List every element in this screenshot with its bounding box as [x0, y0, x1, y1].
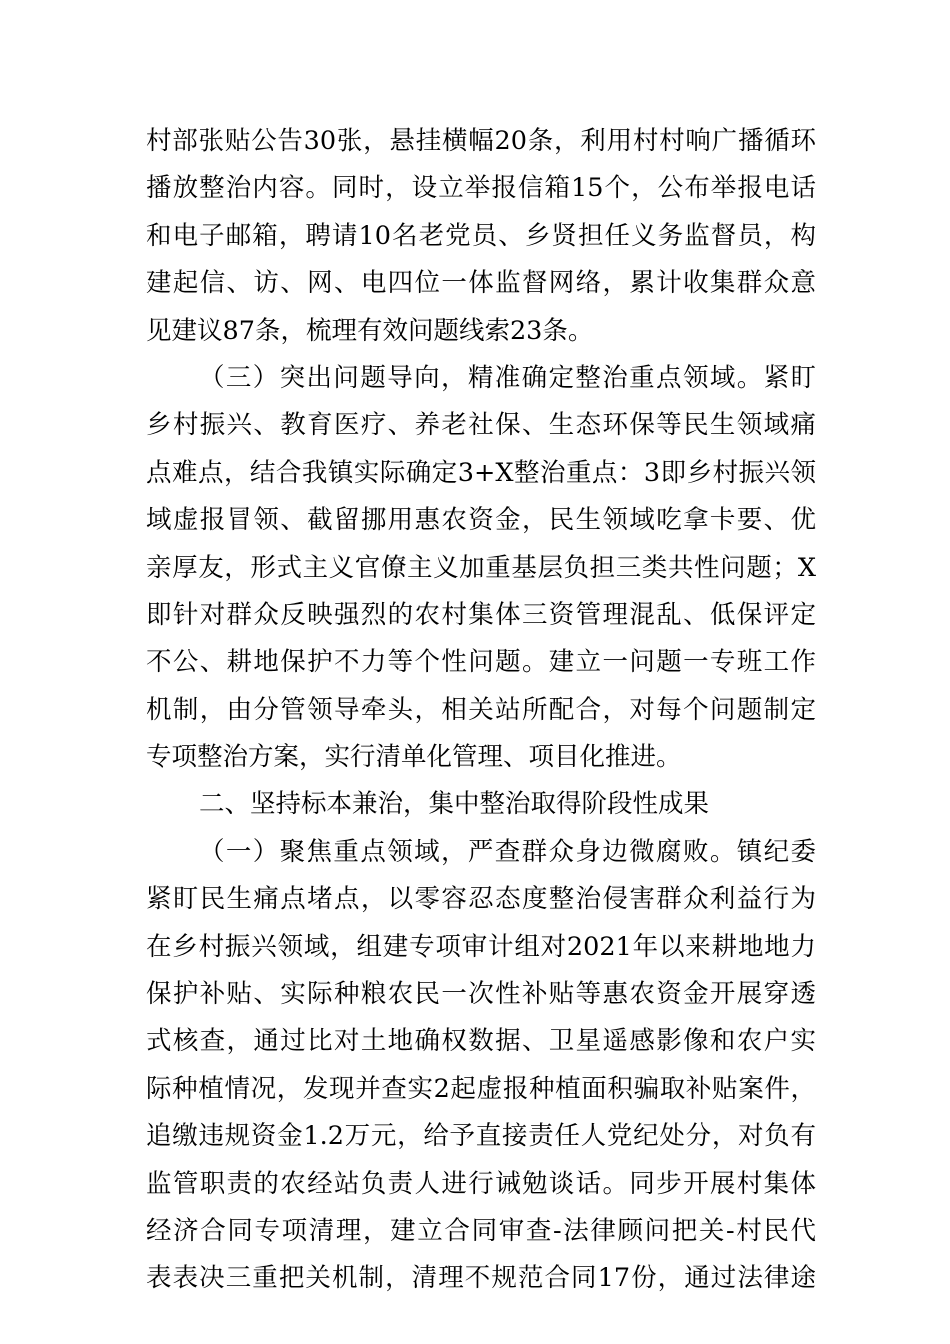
text-line: 和电子邮箱，聘请10名老党员、乡贤担任义务监督员，构	[146, 220, 816, 251]
text-line: 播放整治内容。同时，设立举报信箱15个，公布举报电话	[146, 173, 816, 204]
text-line: 紧盯民生痛点堵点，以零容忍态度整治侵害群众利益行为	[146, 884, 816, 915]
text-line: 乡村振兴、教育医疗、养老社保、生态环保等民生领域痛	[146, 410, 816, 441]
text-line: 式核查，通过比对土地确权数据、卫星遥感影像和农户实	[146, 1026, 816, 1057]
document-body	[146, 118, 816, 1303]
text-line: 追缴违规资金1.2万元，给予直接责任人党纪处分，对负有	[146, 1121, 816, 1152]
text-line: 保护补贴、实际种粮农民一次性补贴等惠农资金开展穿透	[146, 979, 816, 1010]
text-line: 即针对群众反映强烈的农村集体三资管理混乱、低保评定	[146, 599, 816, 630]
text-line: 表表决三重把关机制，清理不规范合同17份，通过法律途	[146, 1263, 816, 1294]
text-line: 点难点，结合我镇实际确定3+X整治重点：3即乡村振兴领	[146, 457, 816, 488]
text-line: 见建议87条，梳理有效问题线索23条。	[146, 315, 594, 346]
text-line: 在乡村振兴领域，组建专项审计组对2021年以来耕地地力	[146, 931, 816, 962]
text-line: 亲厚友，形式主义官僚主义加重基层负担三类共性问题；X	[146, 552, 816, 583]
section-heading: 二、坚持标本兼治，集中整治取得阶段性成果	[199, 789, 710, 820]
text-line: 际种植情况，发现并查实2起虚报种植面积骗取补贴案件，	[146, 1073, 816, 1104]
text-line: 建起信、访、网、电四位一体监督网络，累计收集群众意	[146, 268, 816, 299]
text-line: 村部张贴公告30张，悬挂横幅20条，利用村村响广播循环	[146, 126, 816, 156]
text-line: 不公、耕地保护不力等个性问题。建立一问题一专班工作	[146, 647, 816, 678]
subheading-line: （三）突出问题导向，精准确定整治重点领域。紧盯	[199, 362, 816, 393]
text-line: 机制，由分管领导牵头，相关站所配合，对每个问题制定	[146, 694, 816, 725]
subheading-line: （一）聚焦重点领域，严查群众身边微腐败。镇纪委	[199, 836, 816, 867]
text-line: 域虚报冒领、截留挪用惠农资金，民生领域吃拿卡要、优	[146, 505, 816, 536]
text-line: 专项整治方案，实行清单化管理、项目化推进。	[146, 742, 682, 773]
text-line: 监管职责的农经站负责人进行诫勉谈话。同步开展村集体	[146, 1168, 816, 1199]
text-line: 经济合同专项清理，建立合同审查-法律顾问把关-村民代	[146, 1215, 816, 1246]
